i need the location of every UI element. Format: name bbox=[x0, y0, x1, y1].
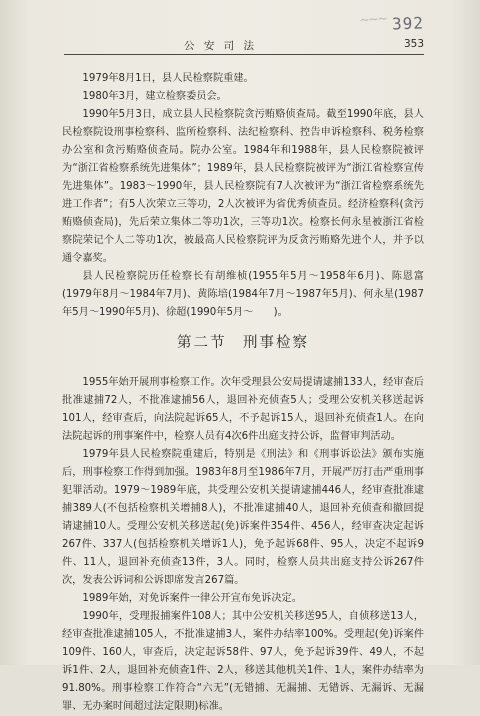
paragraph: 1990年5月3日，成立县人民检察院贪污贿赂侦查局。截至1990年底，县人民检察院设刑事检察科、监所检察科、法纪检察科、控告申诉检察科、税务检察办公室和贪污贿赂侦查局。院办公室。1984年和1988年，县人民检察院被评为“浙江省检察系统先进集体”；1989年，县人民检察院被评为“浙江省检察宣传先进集体”。1983～1990年，县人民检察院有7人次被评为“浙江省检察系统先进工作者”；有5人次荣立三等功，2人次被评为省优秀侦查员。经济检察科(贪污贿赂侦查局)，先后荣立集体二等功1次，三等功1次。检察长何永星被浙江省检察院荣记个人二等功1次，被最高人民检察院评为反贪污贿赂先进个人，并予以通令嘉奖。 bbox=[62, 109, 424, 264]
section-title: 第二节 刑事检察 bbox=[177, 335, 309, 351]
header-title: 公 安 司 法 bbox=[184, 40, 258, 52]
paragraph: 1989年始，对免诉案件一律公开宣布免诉决定。 bbox=[82, 593, 302, 604]
paragraph: 县人民检察院历任检察长有胡维桢(1955年5月～1958年6月)、陈恩富(1979年8月～1984年7月)、黄陈培(1984年7月～1987年5月)、何永星(1987年5月～1990年5月)、徐超(1990年5月～ )。 bbox=[62, 271, 424, 318]
paragraph: 1990年，受理报捕案件108人；其中公安机关移送95人，自侦移送13人，经审查批准逮捕105人，不批准逮捕3人，案件办结率100%。受理起(免)诉案件109件、160人，审查后，决定起诉58件、97人，免予起诉39件、49人，不起诉1件、2人，退回补充侦查1件、2人，移送其他机关1件、1人，案件办结率为91.80%。刑事检察工作符合“六无”(无错捕、无漏捕、无错诉、无漏诉、无漏罪、无办案时间超过法定限期)标准。 bbox=[62, 611, 424, 712]
running-header bbox=[64, 38, 424, 55]
paragraph: 1980年3月，建立检察委员会。 bbox=[82, 91, 227, 102]
document-body bbox=[62, 70, 424, 716]
archive-page-stamp: 392 bbox=[391, 13, 425, 34]
page-number: 353 bbox=[403, 38, 424, 50]
paragraph: 1979年8月1日，县人民检察院重建。 bbox=[82, 73, 254, 84]
paragraph: 1955年始开展刑事检察工作。次年受理县公安局提请逮捕133人，经审查后批准逮捕72人，不批准逮捕56人，退回补充侦查5人；受理公安机关移送起诉101人，经审查后，向法院起诉65人，不予起诉15人，退回补充侦查1人。在向法院起诉的刑事案件中，检察人员有4次6件出庭支持公诉，监督审判活动。 bbox=[62, 377, 424, 442]
faint-stamp-mark: ~~~ bbox=[359, 9, 388, 29]
paragraph: 1979年县人民检察院重建后，特别是《刑法》和《刑事诉讼法》颁布实施后，刑事检察工作得到加强。1983年8月至1986年7月，开展严厉打击严重刑事犯罪活动。1979～1989年底，共受理公安机关提请逮捕446人，经审查批准逮捕389人(不包括检察机关增捕8人)，不批准逮捕40人，退回补充侦查和撤回提请逮捕10人。受理公安机关移送起(免)诉案件354件、456人，经审查决定起诉267件、337人(包括检察机关增诉1人)，免予起诉68件、95人，决定不起诉9件、11人，退回补充侦查13件，3人。同时，检察人员共出庭支持公诉267件次，发表公诉词和公诉即席发言267篇。 bbox=[62, 449, 424, 586]
